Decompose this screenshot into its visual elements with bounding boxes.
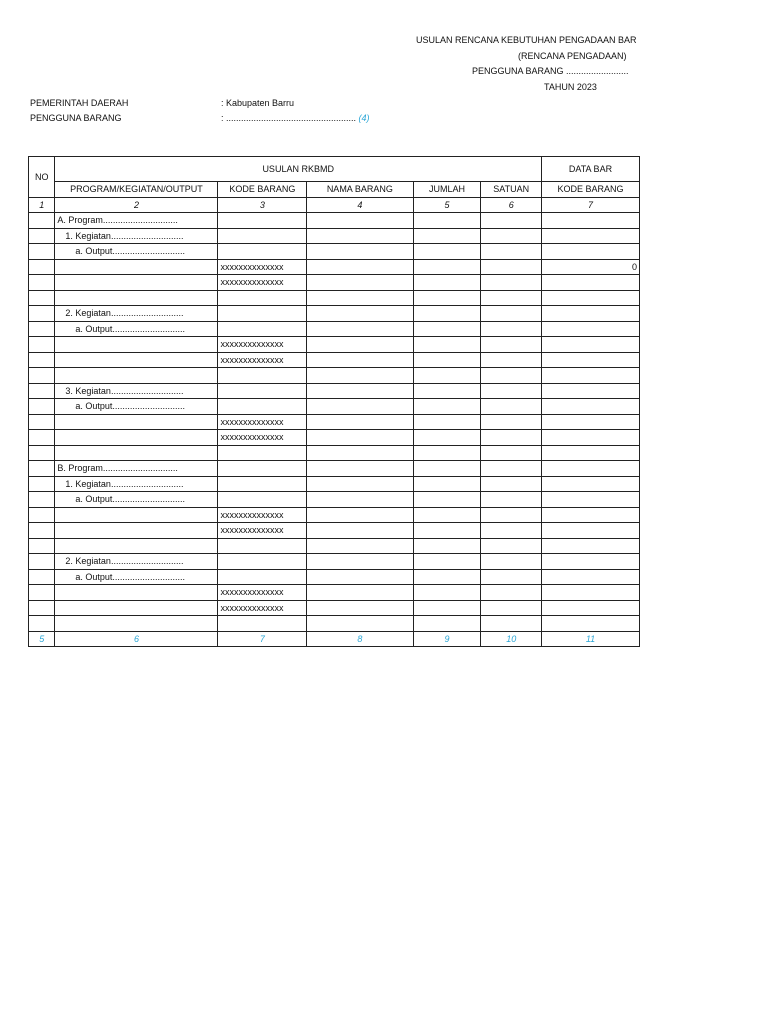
col-header-kode-barang: KODE BARANG (218, 182, 307, 198)
data-kode-barang-cell[interactable] (541, 554, 639, 570)
data-kode-barang-cell[interactable] (541, 600, 639, 616)
program-cell[interactable]: a. Output............................. (55, 399, 218, 415)
kode-barang-cell[interactable]: xxxxxxxxxxxxxx (218, 523, 307, 539)
pengguna-label: PENGGUNA BARANG (30, 113, 122, 123)
table-row (29, 585, 640, 601)
kode-barang-cell[interactable]: xxxxxxxxxxxxxx (218, 259, 307, 275)
no-cell[interactable] (29, 368, 55, 384)
header-row-columns (29, 182, 640, 198)
table-row (29, 616, 640, 632)
kode-barang-cell[interactable] (218, 554, 307, 570)
program-cell[interactable]: 2. Kegiatan............................. (55, 554, 218, 570)
bottom-number-cell: 6 (55, 631, 218, 647)
kode-barang-cell[interactable]: xxxxxxxxxxxxxx (218, 600, 307, 616)
satuan-cell[interactable] (481, 290, 542, 306)
jumlah-cell[interactable] (413, 414, 481, 430)
table-row (29, 228, 640, 244)
col-no-header: NO (29, 157, 55, 198)
nama-barang-cell[interactable] (307, 445, 413, 461)
jumlah-cell[interactable] (413, 554, 481, 570)
satuan-cell[interactable] (481, 523, 542, 539)
col-header-nama-barang: NAMA BARANG (307, 182, 413, 198)
program-cell[interactable]: a. Output............................. (55, 244, 218, 260)
table-row (29, 306, 640, 322)
program-cell[interactable] (55, 290, 218, 306)
satuan-cell[interactable] (481, 600, 542, 616)
jumlah-cell[interactable] (413, 492, 481, 508)
table-row (29, 554, 640, 570)
bottom-number-row (29, 631, 640, 647)
jumlah-cell[interactable] (413, 306, 481, 322)
satuan-cell[interactable] (481, 352, 542, 368)
table-row (29, 399, 640, 415)
jumlah-cell[interactable] (413, 228, 481, 244)
col-number-cell: 6 (481, 197, 542, 213)
satuan-cell[interactable] (481, 476, 542, 492)
kode-barang-cell[interactable]: xxxxxxxxxxxxxx (218, 430, 307, 446)
no-cell[interactable] (29, 538, 55, 554)
no-cell[interactable] (29, 259, 55, 275)
kode-barang-cell[interactable] (218, 538, 307, 554)
kode-barang-cell[interactable] (218, 476, 307, 492)
satuan-cell[interactable] (481, 554, 542, 570)
data-kode-barang-cell[interactable] (541, 321, 639, 337)
program-cell[interactable] (55, 445, 218, 461)
table-row (29, 383, 640, 399)
satuan-cell[interactable] (481, 569, 542, 585)
data-kode-barang-cell[interactable] (541, 290, 639, 306)
nama-barang-cell[interactable] (307, 492, 413, 508)
data-kode-barang-cell[interactable] (541, 616, 639, 632)
kode-barang-cell[interactable] (218, 569, 307, 585)
jumlah-cell[interactable] (413, 538, 481, 554)
kode-barang-cell[interactable] (218, 461, 307, 477)
table-row (29, 569, 640, 585)
satuan-cell[interactable] (481, 461, 542, 477)
data-kode-barang-cell[interactable] (541, 337, 639, 353)
kode-barang-cell[interactable] (218, 383, 307, 399)
no-cell[interactable] (29, 306, 55, 322)
program-cell[interactable] (55, 275, 218, 291)
no-cell[interactable] (29, 275, 55, 291)
report-subtitle: (RENCANA PENGADAAN) (518, 51, 627, 61)
no-cell[interactable] (29, 383, 55, 399)
col-number-cell: 7 (541, 197, 639, 213)
satuan-cell[interactable] (481, 244, 542, 260)
col-number-cell: 3 (218, 197, 307, 213)
no-cell[interactable] (29, 569, 55, 585)
satuan-cell[interactable] (481, 507, 542, 523)
report-year: TAHUN 2023 (544, 82, 597, 92)
nama-barang-cell[interactable] (307, 585, 413, 601)
satuan-cell[interactable] (481, 337, 542, 353)
jumlah-cell[interactable] (413, 585, 481, 601)
kode-barang-cell[interactable] (218, 228, 307, 244)
jumlah-cell[interactable] (413, 430, 481, 446)
nama-barang-cell[interactable] (307, 414, 413, 430)
jumlah-cell[interactable] (413, 352, 481, 368)
nama-barang-cell[interactable] (307, 244, 413, 260)
table-row (29, 352, 640, 368)
no-cell[interactable] (29, 445, 55, 461)
jumlah-cell[interactable] (413, 259, 481, 275)
table-row (29, 414, 640, 430)
program-cell[interactable]: 1. Kegiatan............................. (55, 228, 218, 244)
table-row (29, 244, 640, 260)
kode-barang-cell[interactable] (218, 306, 307, 322)
nama-barang-cell[interactable] (307, 554, 413, 570)
satuan-cell[interactable] (481, 492, 542, 508)
no-cell[interactable] (29, 585, 55, 601)
bottom-number-cell: 5 (29, 631, 55, 647)
data-kode-barang-cell[interactable] (541, 244, 639, 260)
nama-barang-cell[interactable] (307, 337, 413, 353)
report-user-line: PENGGUNA BARANG ......................... (472, 66, 629, 76)
no-cell[interactable] (29, 321, 55, 337)
program-cell[interactable] (55, 538, 218, 554)
kode-barang-cell[interactable] (218, 399, 307, 415)
col-header-jumlah: JUMLAH (413, 182, 481, 198)
no-cell[interactable] (29, 461, 55, 477)
satuan-cell[interactable] (481, 368, 542, 384)
no-cell[interactable] (29, 507, 55, 523)
jumlah-cell[interactable] (413, 507, 481, 523)
program-cell[interactable]: a. Output............................. (55, 569, 218, 585)
data-kode-barang-cell[interactable] (541, 430, 639, 446)
kode-barang-cell[interactable] (218, 213, 307, 229)
satuan-cell[interactable] (481, 259, 542, 275)
pengguna-ref: (4) (358, 113, 370, 123)
col-number-cell: 2 (55, 197, 218, 213)
nama-barang-cell[interactable] (307, 523, 413, 539)
table-row (29, 275, 640, 291)
satuan-cell[interactable] (481, 275, 542, 291)
program-cell[interactable]: 1. Kegiatan............................. (55, 476, 218, 492)
kode-barang-cell[interactable]: xxxxxxxxxxxxxx (218, 585, 307, 601)
nama-barang-cell[interactable] (307, 321, 413, 337)
satuan-cell[interactable] (481, 414, 542, 430)
kode-barang-cell[interactable]: xxxxxxxxxxxxxx (218, 275, 307, 291)
data-kode-barang-cell[interactable] (541, 569, 639, 585)
nama-barang-cell[interactable] (307, 399, 413, 415)
data-kode-barang-cell[interactable] (541, 368, 639, 384)
kode-barang-cell[interactable] (218, 244, 307, 260)
program-cell[interactable] (55, 337, 218, 353)
pengguna-dots: : .................................................... (221, 113, 357, 123)
jumlah-cell[interactable] (413, 569, 481, 585)
program-cell[interactable]: A. Program.............................. (55, 213, 218, 229)
bottom-number-cell: 7 (218, 631, 307, 647)
table-row (29, 213, 640, 229)
program-cell[interactable] (55, 585, 218, 601)
jumlah-cell[interactable] (413, 275, 481, 291)
program-cell[interactable]: 3. Kegiatan............................. (55, 383, 218, 399)
data-kode-barang-cell[interactable] (541, 275, 639, 291)
kode-barang-cell[interactable] (218, 290, 307, 306)
satuan-cell[interactable] (481, 213, 542, 229)
no-cell[interactable] (29, 290, 55, 306)
table-row (29, 290, 640, 306)
data-kode-barang-cell[interactable] (541, 414, 639, 430)
nama-barang-cell[interactable] (307, 538, 413, 554)
jumlah-cell[interactable] (413, 244, 481, 260)
satuan-cell[interactable] (481, 538, 542, 554)
nama-barang-cell[interactable] (307, 228, 413, 244)
col-header-program: PROGRAM/KEGIATAN/OUTPUT (55, 182, 218, 198)
no-cell[interactable] (29, 600, 55, 616)
table-row (29, 337, 640, 353)
jumlah-cell[interactable] (413, 321, 481, 337)
satuan-cell[interactable] (481, 306, 542, 322)
no-cell[interactable] (29, 244, 55, 260)
nama-barang-cell[interactable] (307, 616, 413, 632)
nama-barang-cell[interactable] (307, 383, 413, 399)
kode-barang-cell[interactable] (218, 321, 307, 337)
table-row (29, 259, 640, 275)
pemda-value: : Kabupaten Barru (221, 98, 295, 108)
no-cell[interactable] (29, 414, 55, 430)
program-cell[interactable] (55, 352, 218, 368)
jumlah-cell[interactable] (413, 368, 481, 384)
program-cell[interactable] (55, 259, 218, 275)
data-kode-barang-cell[interactable] (541, 492, 639, 508)
nama-barang-cell[interactable] (307, 430, 413, 446)
no-cell[interactable] (29, 523, 55, 539)
table-row (29, 368, 640, 384)
program-cell[interactable] (55, 368, 218, 384)
column-number-row (29, 197, 640, 213)
col-number-cell: 4 (307, 197, 413, 213)
program-cell[interactable] (55, 430, 218, 446)
nama-barang-cell[interactable] (307, 290, 413, 306)
nama-barang-cell[interactable] (307, 306, 413, 322)
table-row (29, 523, 640, 539)
jumlah-cell[interactable] (413, 445, 481, 461)
nama-barang-cell[interactable] (307, 569, 413, 585)
kode-barang-cell[interactable]: xxxxxxxxxxxxxx (218, 414, 307, 430)
data-kode-barang-cell[interactable] (541, 383, 639, 399)
kode-barang-cell[interactable] (218, 368, 307, 384)
no-cell[interactable] (29, 616, 55, 632)
data-kode-barang-cell[interactable] (541, 585, 639, 601)
program-cell[interactable] (55, 600, 218, 616)
program-cell[interactable]: 2. Kegiatan............................. (55, 306, 218, 322)
program-cell[interactable] (55, 523, 218, 539)
table-row (29, 538, 640, 554)
satuan-cell[interactable] (481, 616, 542, 632)
kode-barang-cell[interactable] (218, 492, 307, 508)
program-cell[interactable] (55, 507, 218, 523)
bottom-number-cell: 8 (307, 631, 413, 647)
report-title: USULAN RENCANA KEBUTUHAN PENGADAAN BAR (416, 35, 637, 45)
col-header-kode-barang-data: KODE BARANG (541, 182, 639, 198)
nama-barang-cell[interactable] (307, 507, 413, 523)
group-header-data: DATA BAR (541, 157, 639, 182)
table-row (29, 445, 640, 461)
jumlah-cell[interactable] (413, 476, 481, 492)
nama-barang-cell[interactable] (307, 368, 413, 384)
col-header-satuan: SATUAN (481, 182, 542, 198)
group-header-rkbmd: USULAN RKBMD (55, 157, 542, 182)
col-number-cell: 1 (29, 197, 55, 213)
jumlah-cell[interactable] (413, 600, 481, 616)
satuan-cell[interactable] (481, 399, 542, 415)
nama-barang-cell[interactable] (307, 476, 413, 492)
no-cell[interactable] (29, 213, 55, 229)
table-row (29, 492, 640, 508)
pemda-label: PEMERINTAH DAERAH (30, 98, 129, 108)
kode-barang-cell[interactable]: xxxxxxxxxxxxxx (218, 337, 307, 353)
table-row (29, 507, 640, 523)
bottom-number-cell: 11 (541, 631, 639, 647)
data-kode-barang-cell[interactable] (541, 306, 639, 322)
rkbmd-table (28, 156, 640, 647)
kode-barang-cell[interactable]: xxxxxxxxxxxxxx (218, 352, 307, 368)
data-kode-barang-cell[interactable] (541, 445, 639, 461)
bottom-number-cell: 10 (481, 631, 542, 647)
table-row (29, 430, 640, 446)
table-row (29, 476, 640, 492)
program-cell[interactable]: B. Program.............................. (55, 461, 218, 477)
program-cell[interactable]: a. Output............................. (55, 321, 218, 337)
no-cell[interactable] (29, 476, 55, 492)
data-kode-barang-cell[interactable] (541, 507, 639, 523)
jumlah-cell[interactable] (413, 337, 481, 353)
satuan-cell[interactable] (481, 585, 542, 601)
jumlah-cell[interactable] (413, 290, 481, 306)
data-kode-barang-cell[interactable] (541, 538, 639, 554)
no-cell[interactable] (29, 492, 55, 508)
nama-barang-cell[interactable] (307, 600, 413, 616)
program-cell[interactable]: a. Output............................. (55, 492, 218, 508)
no-cell[interactable] (29, 430, 55, 446)
program-cell[interactable] (55, 616, 218, 632)
satuan-cell[interactable] (481, 321, 542, 337)
nama-barang-cell[interactable] (307, 275, 413, 291)
data-kode-barang-cell[interactable] (541, 213, 639, 229)
pengguna-value (221, 112, 370, 124)
jumlah-cell[interactable] (413, 616, 481, 632)
table-row (29, 321, 640, 337)
nama-barang-cell[interactable] (307, 259, 413, 275)
table-row (29, 461, 640, 477)
no-cell[interactable] (29, 337, 55, 353)
nama-barang-cell[interactable] (307, 461, 413, 477)
jumlah-cell[interactable] (413, 399, 481, 415)
satuan-cell[interactable] (481, 383, 542, 399)
kode-barang-cell[interactable] (218, 616, 307, 632)
jumlah-cell[interactable] (413, 213, 481, 229)
kode-barang-cell[interactable]: xxxxxxxxxxxxxx (218, 507, 307, 523)
no-cell[interactable] (29, 554, 55, 570)
data-kode-barang-cell[interactable]: 0 (541, 259, 639, 275)
table-row (29, 600, 640, 616)
col-number-cell: 5 (413, 197, 481, 213)
nama-barang-cell[interactable] (307, 213, 413, 229)
jumlah-cell[interactable] (413, 461, 481, 477)
nama-barang-cell[interactable] (307, 352, 413, 368)
no-cell[interactable] (29, 399, 55, 415)
data-kode-barang-cell[interactable] (541, 399, 639, 415)
satuan-cell[interactable] (481, 228, 542, 244)
data-kode-barang-cell[interactable] (541, 228, 639, 244)
jumlah-cell[interactable] (413, 523, 481, 539)
no-cell[interactable] (29, 352, 55, 368)
data-kode-barang-cell[interactable] (541, 476, 639, 492)
kode-barang-cell[interactable] (218, 445, 307, 461)
program-cell[interactable] (55, 414, 218, 430)
satuan-cell[interactable] (481, 430, 542, 446)
bottom-number-cell: 9 (413, 631, 481, 647)
jumlah-cell[interactable] (413, 383, 481, 399)
data-kode-barang-cell[interactable] (541, 352, 639, 368)
data-kode-barang-cell[interactable] (541, 461, 639, 477)
no-cell[interactable] (29, 228, 55, 244)
satuan-cell[interactable] (481, 445, 542, 461)
header-row-group (29, 157, 640, 182)
data-kode-barang-cell[interactable] (541, 523, 639, 539)
